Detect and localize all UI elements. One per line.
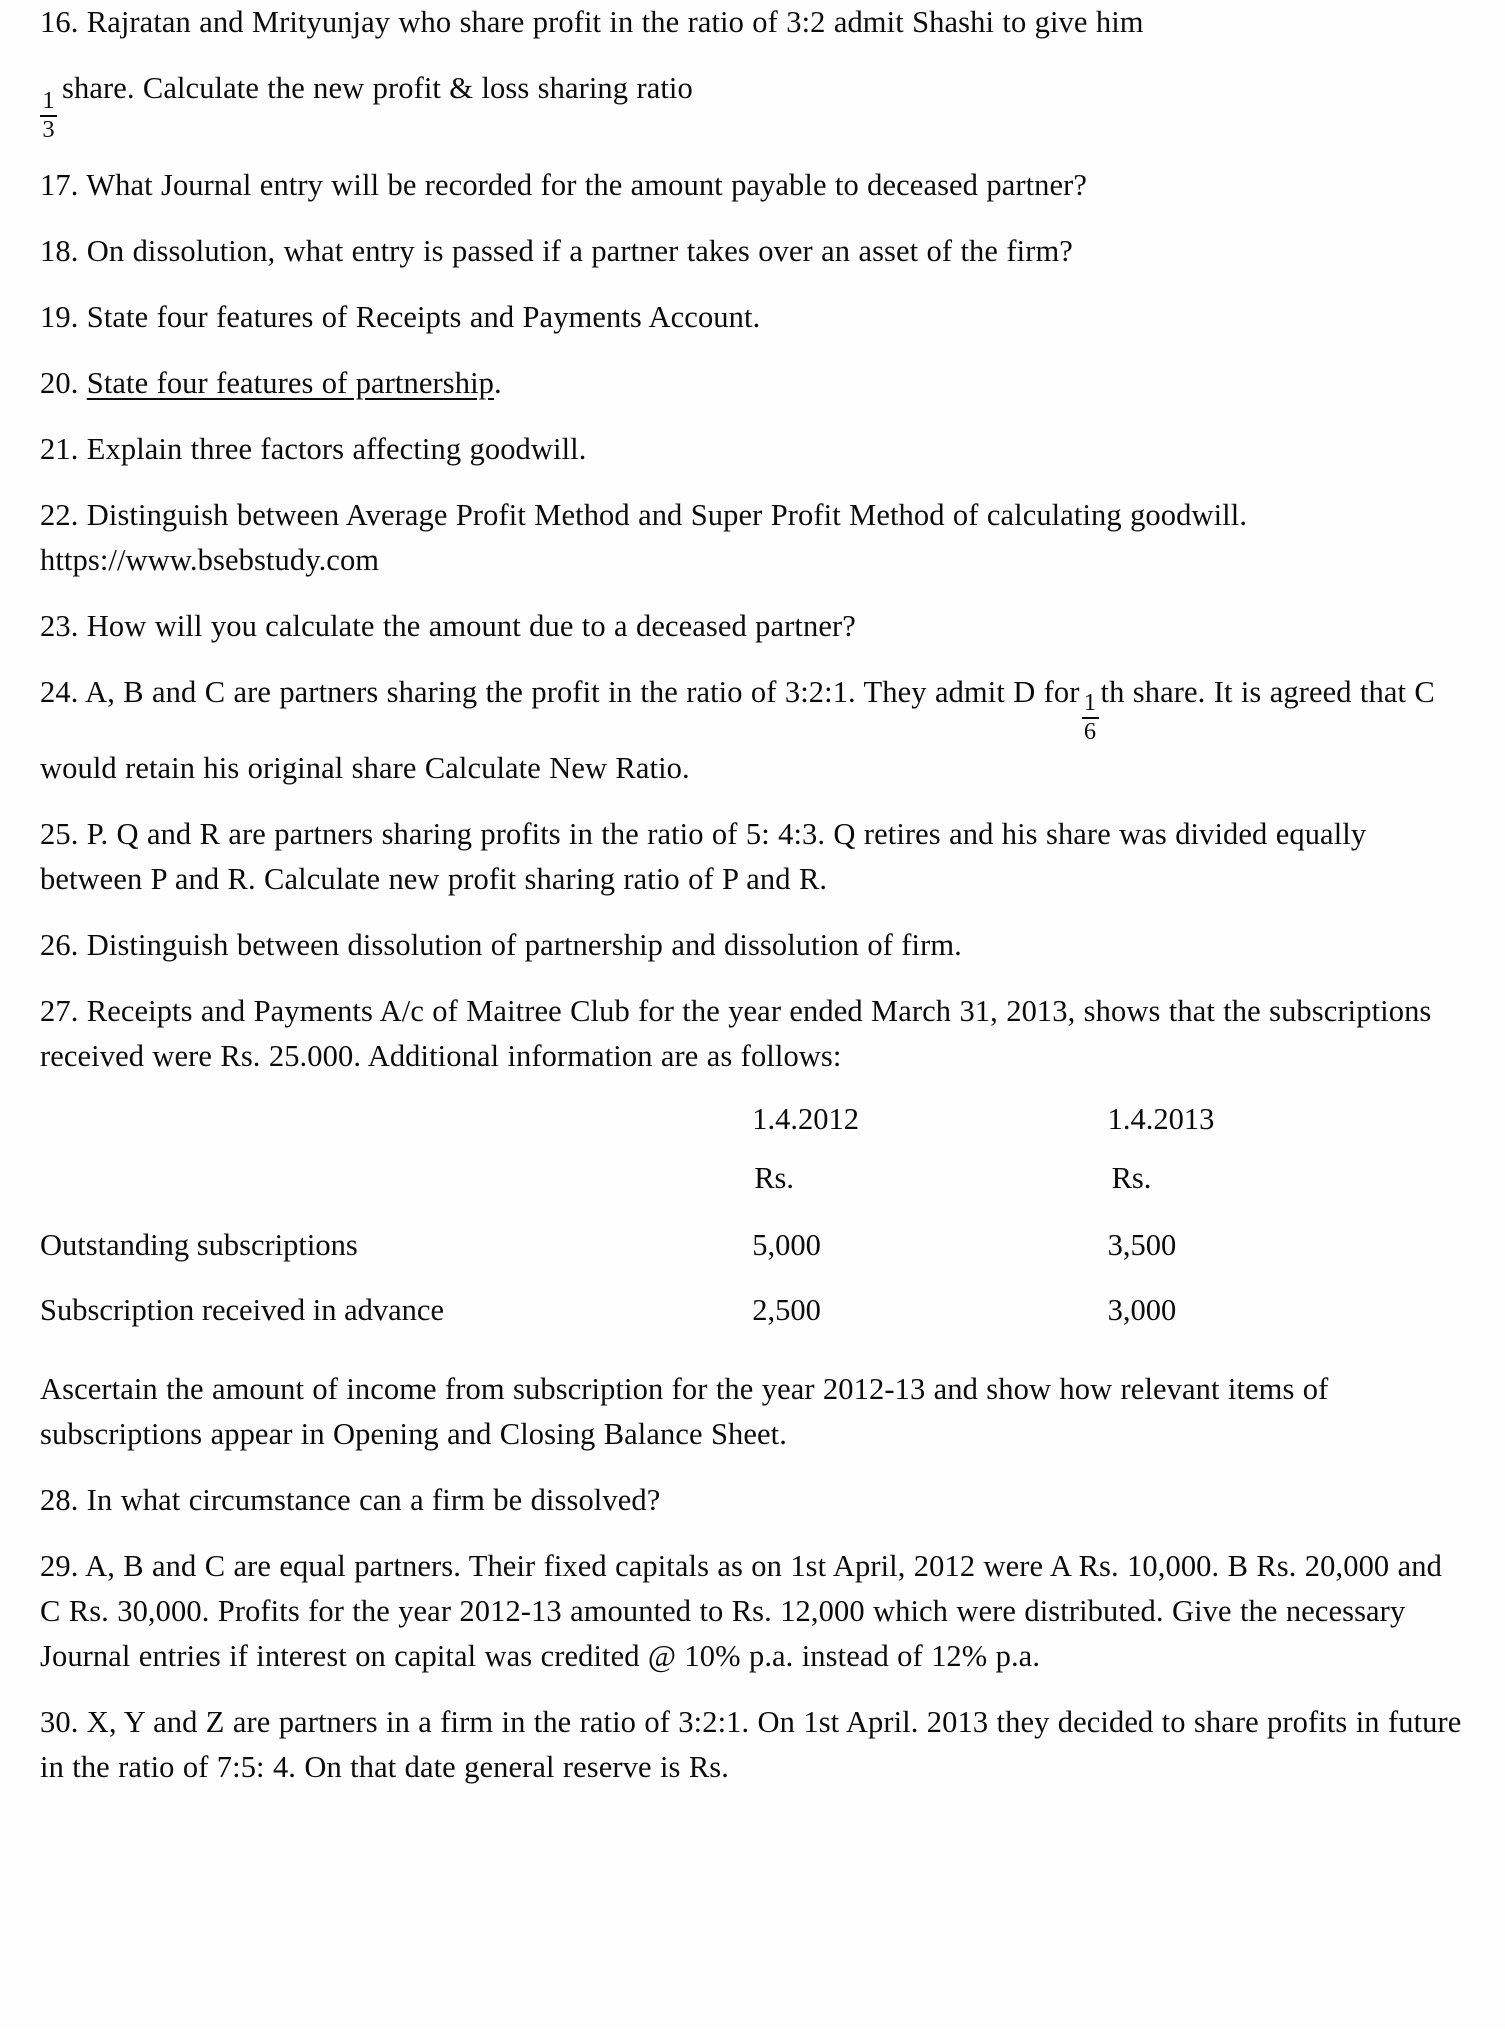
- table-unit-blank: [40, 1156, 750, 1223]
- table-row: [40, 1288, 1465, 1353]
- fraction-numerator: 1: [1083, 689, 1097, 717]
- question-25: [40, 812, 1465, 902]
- question-24: [40, 670, 1465, 791]
- table-unit-2: Rs.: [1111, 1161, 1152, 1196]
- question-20-underlined-text: State four features of partnership: [86, 366, 494, 401]
- question-28-number: 28.: [40, 1483, 79, 1518]
- question-19-number: 19.: [40, 300, 79, 335]
- question-16-line1: Rajratan and Mrityunjay who share profit in the ratio of 3:2 admit Shashi to give him: [86, 5, 1144, 39]
- question-26: [40, 923, 1465, 968]
- question-21-text: Explain three factors affecting goodwill.: [86, 432, 587, 467]
- question-24-number: 24.: [40, 675, 79, 710]
- table-row-value-1: 2,500: [752, 1293, 821, 1328]
- question-18-number: 18.: [40, 234, 79, 269]
- fraction-numerator: 1: [42, 87, 55, 115]
- question-27-intro-text: Receipts and Payments A/c of Maitree Club for the year ended March 31, 2013, shows that the subscriptions received were Rs. 25.000. Additional information are as follows:: [40, 994, 1432, 1074]
- question-16-line2: share. Calculate the new profit & loss sharing ratio: [62, 71, 693, 105]
- table-header-date-1: 1.4.2012: [752, 1102, 859, 1137]
- question-29: [40, 1544, 1465, 1679]
- table-row-value-2: 3,000: [1107, 1293, 1177, 1328]
- question-22-number: 22.: [40, 498, 79, 533]
- question-25-text: P. Q and R are partners sharing profits in the ratio of 5: 4:3. Q retires and his share was divided equally between P and R. Calculate new profit sharing ratio of P and R.: [40, 817, 1367, 897]
- question-23-number: 23.: [40, 609, 79, 644]
- table-row-value-1: 5,000: [752, 1228, 821, 1263]
- question-16-continuation: [40, 66, 1465, 142]
- question-23-text: How will you calculate the amount due to a deceased partner?: [86, 609, 856, 644]
- table-unit-1: Rs.: [754, 1161, 795, 1196]
- question-23: [40, 604, 1465, 649]
- question-18: [40, 229, 1465, 274]
- question-24-text-before-fraction: A, B and C are partners sharing the profit in the ratio of 3:2:1. They admit D for: [85, 675, 1080, 710]
- question-22-text: Distinguish between Average Profit Method and Super Profit Method of calculating goodwill. https://www.bsebstudy.com: [40, 498, 1248, 578]
- question-30-text: X, Y and Z are partners in a firm in the ratio of 3:2:1. On 1st April. 2013 they decided to share profits in future in the ratio of 7:5: 4. On that date general reserve is Rs.: [40, 1705, 1462, 1785]
- question-27-intro: [40, 989, 1465, 1079]
- fraction-one-sixth: [1082, 691, 1099, 744]
- question-29-number: 29.: [40, 1549, 79, 1584]
- fraction-denominator: 6: [1083, 717, 1097, 745]
- table-unit-row: [40, 1156, 1465, 1223]
- table-row-value-2: 3,500: [1107, 1228, 1177, 1263]
- question-26-text: Distinguish between dissolution of partnership and dissolution of firm.: [86, 928, 962, 963]
- table-row-label: Subscription received in advance: [40, 1293, 444, 1328]
- fraction-denominator: 3: [42, 115, 55, 143]
- question-27-after-table: [40, 1367, 1465, 1457]
- table-row-label: Outstanding subscriptions: [40, 1228, 358, 1263]
- question-30-number: 30.: [40, 1705, 79, 1740]
- question-19-text: State four features of Receipts and Payments Account.: [86, 300, 761, 335]
- question-29-text: A, B and C are equal partners. Their fixed capitals as on 1st April, 2012 were A Rs. 10,000. B Rs. 20,000 and C Rs. 30,000. Profits for the year 2012-13 amounted to Rs. 12,000 which were distributed. Give the necessary Journal entries if interest on capital was credited @ 10% p.a. instead of 12% p.a.: [40, 1549, 1442, 1674]
- question-22: [40, 493, 1465, 583]
- question-27-after-table-text: Ascertain the amount of income from subscription for the year 2012-13 and show how relevant items of subscriptions appear in Opening and Closing Balance Sheet.: [40, 1372, 1329, 1452]
- subscription-table: [40, 1097, 1465, 1353]
- question-17-text: What Journal entry will be recorded for the amount payable to deceased partner?: [86, 168, 1088, 203]
- question-28-text: In what circumstance can a firm be dissolved?: [86, 1483, 661, 1518]
- table-header-row: [40, 1097, 1465, 1156]
- question-26-number: 26.: [40, 928, 79, 963]
- question-18-text: On dissolution, what entry is passed if a partner takes over an asset of the firm?: [86, 234, 1073, 269]
- question-20: [40, 361, 1465, 406]
- question-17-number: 17.: [40, 168, 79, 203]
- question-24-text-after-fraction: th share. It is agreed that C would retain his original share Calculate New Ratio.: [40, 675, 1435, 786]
- question-28: [40, 1478, 1465, 1523]
- question-20-trailing: .: [494, 366, 502, 401]
- question-19: [40, 295, 1465, 340]
- table-header-blank: [40, 1097, 750, 1156]
- question-21: [40, 427, 1465, 472]
- question-17: [40, 163, 1465, 208]
- fraction-one-third: [40, 89, 57, 142]
- question-21-number: 21.: [40, 432, 79, 467]
- question-16: [40, 0, 1465, 45]
- question-25-number: 25.: [40, 817, 79, 852]
- question-16-number: 16.: [40, 5, 79, 39]
- table-header-date-2: 1.4.2013: [1107, 1102, 1215, 1137]
- question-27-number: 27.: [40, 994, 79, 1029]
- question-30: [40, 1700, 1465, 1790]
- table-row: [40, 1223, 1465, 1288]
- page-bottom-edge: [0, 2028, 1505, 2034]
- question-20-number: 20.: [40, 366, 79, 401]
